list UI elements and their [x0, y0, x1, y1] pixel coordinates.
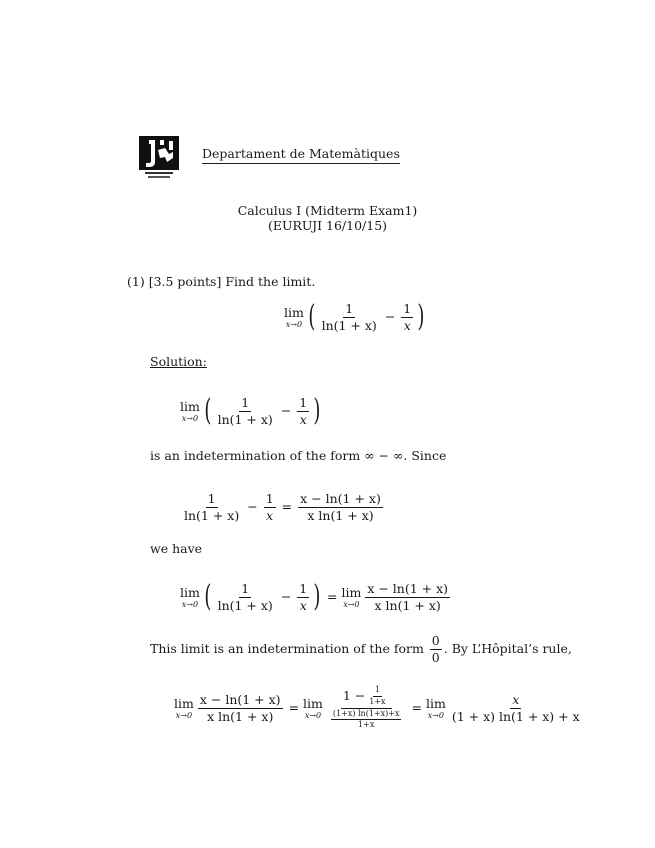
fraction: $\frac{1}{\ln(1 + x)}$	[217, 395, 273, 427]
fraction: $\frac{1}{\ln(1 + x)}$	[217, 581, 273, 613]
fraction: 1 − $\frac{1}{1+x}$ $\frac{(1+x) \ln(1+x)+x}{1+x}$	[332, 685, 400, 730]
department-name: Departament de Matemàtiques	[202, 146, 400, 164]
fraction: $\frac{x - \ln(1 + x)}{\text{x ln(1 + x)}}$	[300, 491, 381, 523]
combined-fraction-equation: $\frac{1}{\ln(1 + x)}$ − $\frac{1}{x}$ = $\frac{x - \ln(1 + x)}{\text{x ln(1 + x)}}$	[184, 491, 381, 523]
fraction: $\frac{1}{\ln(1 + x)}$	[184, 491, 240, 523]
fraction: $\frac{1}{x}$	[403, 301, 412, 333]
problem-prompt: Find the limit.	[225, 274, 316, 289]
problem-number: (1)	[127, 274, 145, 289]
lhopital-chain-expression: lim x→0 $\frac{x - \ln(1 + x)}{\text{x ln(1 + x)}}$ = lim x→0 1 − $\frac{1}{1+x}$ $\frac{(1+x) \ln(1+x)+x}{1+x}$ = lim x→0 $\frac{x}{(1 + x) \ln(1 + x) + x}$	[174, 685, 580, 730]
university-logo	[139, 136, 179, 180]
course-subtitle: (EURUJI 16/10/15)	[267, 218, 388, 233]
lim-operator: lim x→0	[303, 696, 323, 721]
problem-statement	[127, 274, 315, 289]
indeterminate-text-1: is an indetermination of the form ∞ − ∞. Since	[150, 448, 447, 463]
fraction: $\frac{1}{x}$	[265, 491, 274, 523]
limit-equality-expression: lim x→0 ( $\frac{1}{\ln(1 + x)}$ − $\frac{1}{x}$ ) = lim x→0 $\frac{x - \ln(1 + x)}{\text{x ln(1 + x)}}$	[180, 579, 449, 615]
solution-heading: Solution:	[150, 354, 207, 369]
lim-operator: lim x→0	[284, 305, 304, 330]
fraction: $\frac{x - \ln(1 + x)}{\text{x ln(1 + x)}}$	[367, 581, 449, 613]
lim-operator: lim x→0	[341, 585, 362, 610]
fraction: $\frac{1}{\ln(1 + x)}$	[321, 301, 377, 333]
problem-points: [3.5 points]	[148, 274, 222, 289]
lim-operator: lim x→0	[174, 696, 194, 721]
zero-over-zero: $\frac{0}{0}$	[431, 633, 440, 665]
lim-operator: lim x→0	[180, 585, 200, 610]
lim-operator: lim x→0	[425, 696, 446, 721]
indeterminate-text-2: This limit is an indetermination of the form $\frac{0}{0}$ . By L’Hôpital’s rule,	[150, 633, 572, 665]
solution-limit-expression: lim x→0 ( $\frac{1}{\ln(1 + x)}$ − $\frac{1}{x}$ )	[180, 393, 321, 429]
problem-limit-expression: lim x→0 ( $\frac{1}{\ln(1 + x)}$ − $\frac{1}{x}$ )	[284, 299, 425, 335]
fraction: $\frac{x - \ln(1 + x)}{\text{x ln(1 + x)}}$	[199, 691, 281, 724]
fraction: $\frac{1}{x}$	[299, 395, 308, 427]
fraction: $\frac{x}{(1 + x) \ln(1 + x) + x}$	[451, 691, 580, 724]
fraction: $\frac{1}{x}$	[299, 581, 308, 613]
course-title: Calculus I (Midterm Exam1)	[237, 203, 418, 218]
lim-operator: lim x→0	[180, 399, 200, 424]
we-have-text: we have	[150, 541, 203, 556]
